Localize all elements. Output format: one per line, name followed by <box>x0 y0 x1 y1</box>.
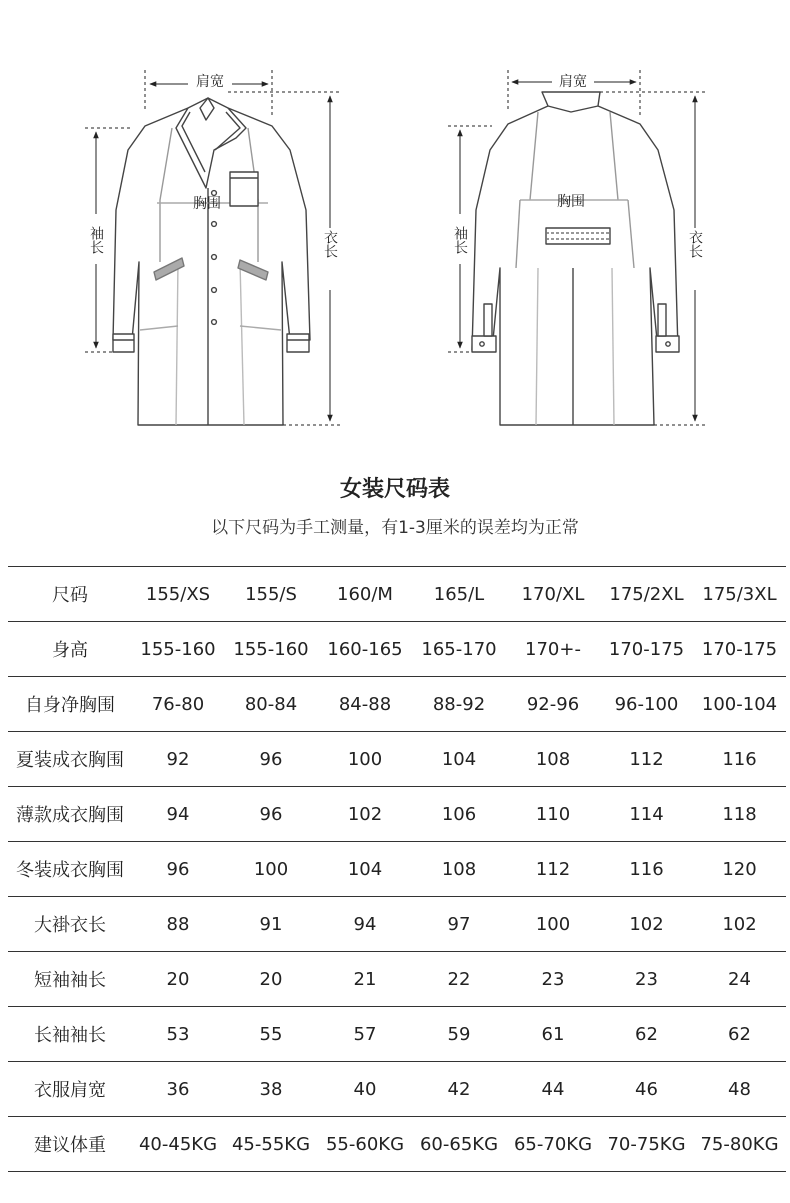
table-cell: 120 <box>693 842 786 897</box>
table-cell: 76-80 <box>132 677 224 732</box>
front-sleeve-label: 袖长 <box>88 226 104 254</box>
table-cell: 38 <box>224 1062 318 1117</box>
row-header: 身高 <box>8 622 132 677</box>
table-cell: 61 <box>506 1007 600 1062</box>
table-cell: 100-104 <box>693 677 786 732</box>
table-cell: 108 <box>506 732 600 787</box>
table-row <box>8 897 786 952</box>
table-row <box>8 567 786 622</box>
table-cell: 165-170 <box>412 622 506 677</box>
table-cell: 104 <box>412 732 506 787</box>
table-cell: 92 <box>132 732 224 787</box>
table-cell: 88 <box>132 897 224 952</box>
table-row <box>8 622 786 677</box>
table-cell: 108 <box>412 842 506 897</box>
table-cell: 55 <box>224 1007 318 1062</box>
page-subtitle: 以下尺码为手工测量，有1-3厘米的误差均为正常 <box>211 518 579 538</box>
table-cell: 170-175 <box>693 622 786 677</box>
table-cell: 110 <box>506 787 600 842</box>
row-header: 自身净胸围 <box>8 677 132 732</box>
table-cell: 100 <box>318 732 412 787</box>
table-cell: 102 <box>693 897 786 952</box>
row-header: 短袖袖长 <box>8 952 132 1007</box>
front-length-label: 衣长 <box>322 230 338 258</box>
table-cell: 22 <box>412 952 506 1007</box>
table-cell: 91 <box>224 897 318 952</box>
table-cell: 102 <box>600 897 693 952</box>
table-cell: 106 <box>412 787 506 842</box>
table-cell: 96 <box>132 842 224 897</box>
table-cell: 48 <box>693 1062 786 1117</box>
table-cell: 23 <box>506 952 600 1007</box>
table-cell: 62 <box>693 1007 786 1062</box>
table-cell: 92-96 <box>506 677 600 732</box>
back-coat-drawing <box>472 92 679 425</box>
table-cell: 118 <box>693 787 786 842</box>
table-cell: 65-70KG <box>506 1117 600 1172</box>
back-chest-label: 胸围 <box>557 194 585 210</box>
table-cell: 84-88 <box>318 677 412 732</box>
table-cell: 114 <box>600 787 693 842</box>
table-cell: 20 <box>224 952 318 1007</box>
table-cell: 46 <box>600 1062 693 1117</box>
table-row <box>8 952 786 1007</box>
table-cell: 45-55KG <box>224 1117 318 1172</box>
back-shoulder-label: 肩宽 <box>559 74 587 90</box>
table-cell: 112 <box>506 842 600 897</box>
row-header: 夏装成衣胸围 <box>8 732 132 787</box>
table-cell: 42 <box>412 1062 506 1117</box>
table-cell: 21 <box>318 952 412 1007</box>
row-header: 冬装成衣胸围 <box>8 842 132 897</box>
table-cell: 75-80KG <box>693 1117 786 1172</box>
table-cell: 116 <box>600 842 693 897</box>
front-shoulder-label: 肩宽 <box>196 74 224 90</box>
table-cell: 23 <box>600 952 693 1007</box>
table-row <box>8 1062 786 1117</box>
front-chest-label: 胸围 <box>193 196 221 212</box>
back-length-label: 衣长 <box>687 230 703 258</box>
row-header: 长袖袖长 <box>8 1007 132 1062</box>
table-cell: 96 <box>224 732 318 787</box>
table-cell: 175/2XL <box>600 567 693 622</box>
table-row <box>8 842 786 897</box>
table-cell: 62 <box>600 1007 693 1062</box>
table-cell: 155/S <box>224 567 318 622</box>
table-cell: 55-60KG <box>318 1117 412 1172</box>
table-cell: 155/XS <box>132 567 224 622</box>
table-row <box>8 787 786 842</box>
table-cell: 59 <box>412 1007 506 1062</box>
table-cell: 102 <box>318 787 412 842</box>
table-cell: 70-75KG <box>600 1117 693 1172</box>
table-cell: 88-92 <box>412 677 506 732</box>
coat-diagram <box>0 0 790 460</box>
table-cell: 60-65KG <box>412 1117 506 1172</box>
table-cell: 96 <box>224 787 318 842</box>
table-cell: 57 <box>318 1007 412 1062</box>
table-cell: 155-160 <box>132 622 224 677</box>
table-cell: 94 <box>318 897 412 952</box>
table-cell: 160/M <box>318 567 412 622</box>
table-cell: 80-84 <box>224 677 318 732</box>
table-cell: 112 <box>600 732 693 787</box>
back-sleeve-label: 袖长 <box>452 226 468 254</box>
table-cell: 24 <box>693 952 786 1007</box>
table-cell: 155-160 <box>224 622 318 677</box>
table-cell: 100 <box>224 842 318 897</box>
table-row <box>8 1007 786 1062</box>
table-row <box>8 1117 786 1172</box>
table-cell: 36 <box>132 1062 224 1117</box>
table-cell: 94 <box>132 787 224 842</box>
table-cell: 44 <box>506 1062 600 1117</box>
table-cell: 97 <box>412 897 506 952</box>
table-cell: 170+- <box>506 622 600 677</box>
table-cell: 170/XL <box>506 567 600 622</box>
table-row <box>8 732 786 787</box>
size-table <box>8 566 786 1172</box>
table-cell: 100 <box>506 897 600 952</box>
table-row <box>8 677 786 732</box>
table-cell: 165/L <box>412 567 506 622</box>
table-cell: 40 <box>318 1062 412 1117</box>
table-cell: 53 <box>132 1007 224 1062</box>
row-header: 大褂衣长 <box>8 897 132 952</box>
table-cell: 40-45KG <box>132 1117 224 1172</box>
table-cell: 175/3XL <box>693 567 786 622</box>
row-header: 衣服肩宽 <box>8 1062 132 1117</box>
row-header: 尺码 <box>8 567 132 622</box>
table-cell: 20 <box>132 952 224 1007</box>
page-title: 女装尺码表 <box>339 477 450 502</box>
table-cell: 104 <box>318 842 412 897</box>
table-cell: 116 <box>693 732 786 787</box>
table-cell: 160-165 <box>318 622 412 677</box>
table-cell: 96-100 <box>600 677 693 732</box>
front-coat-drawing <box>113 98 310 425</box>
table-cell: 170-175 <box>600 622 693 677</box>
row-header: 建议体重 <box>8 1117 132 1172</box>
row-header: 薄款成衣胸围 <box>8 787 132 842</box>
